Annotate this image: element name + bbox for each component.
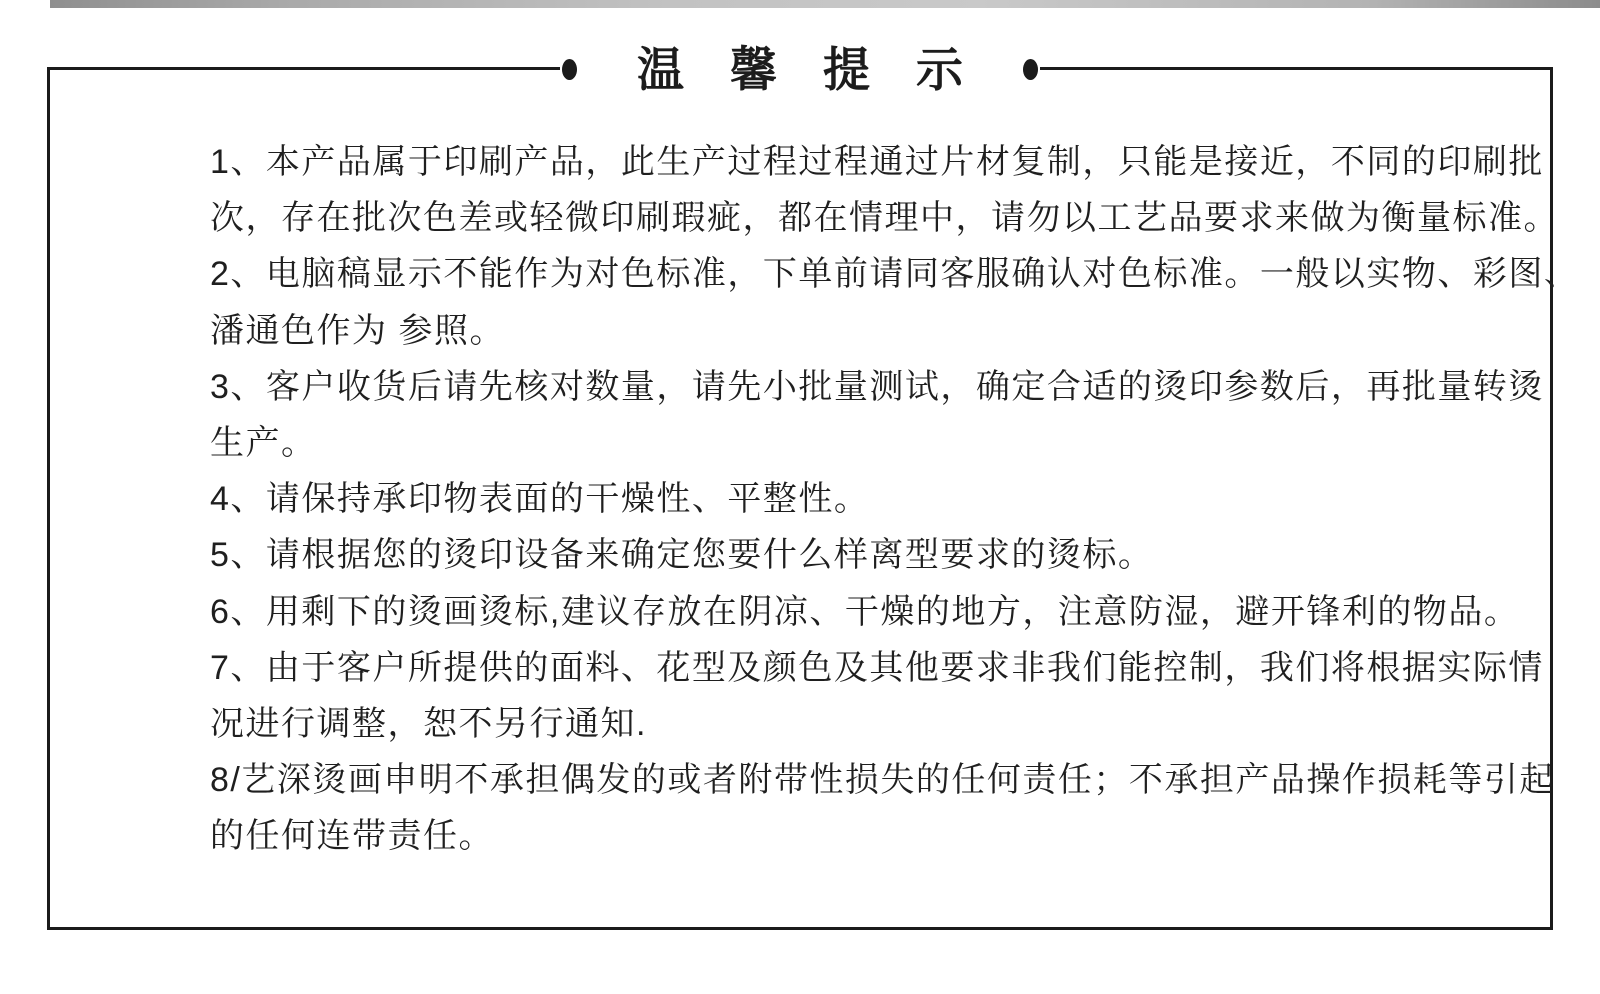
notice-line: 生产。 bbox=[210, 424, 317, 463]
notice-line: 1、本产品属于印刷产品，此生产过程过程通过片材复制，只能是接近，不同的印刷批 bbox=[210, 143, 1544, 181]
notice-line: 2、电脑稿显示不能作为对色标准，下单前请同客服确认对色标准。一般以实物、彩图、 bbox=[210, 255, 1580, 294]
notice-line: 8/艺深烫画申明不承担偶发的或者附带性损失的任何责任；不承担产品操作损耗等引起 bbox=[210, 761, 1555, 800]
notice-line: 潘通色作为 参照。 bbox=[210, 311, 505, 350]
notice-line: 6、用剩下的烫画烫标,建议存放在阴凉、干燥的地方，注意防湿，避开锋利的物品。 bbox=[210, 592, 1520, 631]
page-title: 温馨提示 bbox=[637, 42, 1009, 96]
notice-line: 5、请根据您的烫印设备来确定您要什么样离型要求的烫标。 bbox=[210, 536, 1154, 575]
top-gradient-bar bbox=[50, 0, 1600, 8]
notice-line: 的任何连带责任。 bbox=[210, 817, 494, 856]
notice-line: 7、由于客户所提供的面料、花型及颜色及其他要求非我们能控制，我们将根据实际情 bbox=[210, 648, 1544, 687]
right-dot-icon bbox=[1023, 59, 1038, 80]
notice-text-block bbox=[210, 134, 1580, 865]
notice-header bbox=[0, 39, 1600, 99]
notice-line: 4、请保持承印物表面的干燥性、平整性。 bbox=[210, 480, 870, 519]
notice-line: 3、客户收货后请先核对数量，请先小批量测试，确定合适的烫印参数后，再批量转烫 bbox=[210, 367, 1544, 406]
left-dot-icon bbox=[562, 59, 577, 80]
notice-header-inner bbox=[560, 42, 1040, 96]
notice-line: 次，存在批次色差或轻微印刷瑕疵，都在情理中，请勿以工艺品要求来做为衡量标准。 bbox=[210, 199, 1559, 238]
notice-line: 况进行调整，恕不另行通知. bbox=[210, 705, 647, 744]
